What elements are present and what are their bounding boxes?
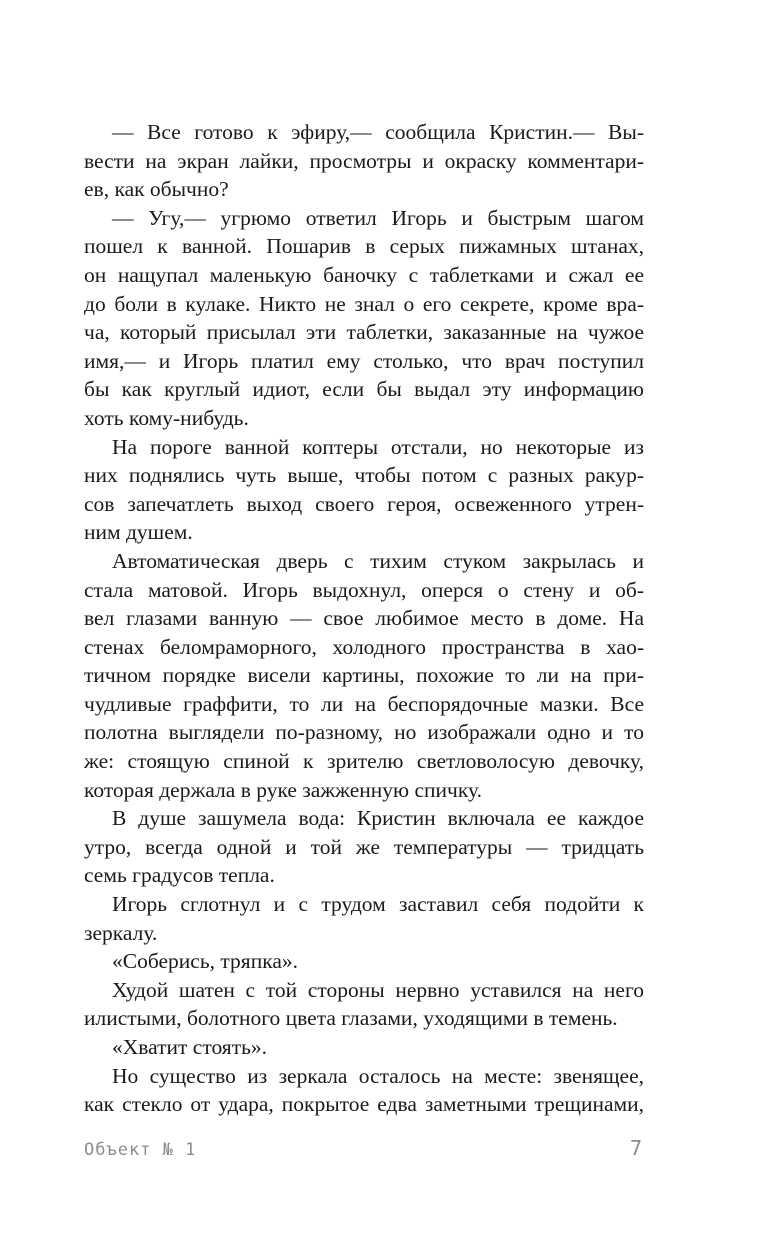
text-line: ним душем. — [84, 520, 193, 545]
text-line: них поднялись чуть выше, чтобы потом с разных ракур- — [84, 463, 644, 488]
text-line: В душе зашумела вода: Кристин включала ее каждое — [112, 806, 644, 831]
text-line: тичном порядке висели картины, похожие то ли на при- — [84, 663, 644, 688]
text-line: Но существо из зеркала осталось на месте: звенящее, — [112, 1063, 644, 1088]
body-text — [84, 118, 644, 1119]
text-line: бы как круглый идиот, если бы выдал эту информацию — [84, 377, 644, 402]
text-line: полотна выглядели по-разному, но изображали одно и то — [84, 720, 644, 745]
text-line: На пороге ванной коптеры отстали, но некоторые из — [112, 434, 644, 459]
page-number: 7 — [629, 1136, 642, 1160]
text-line: пошел к ванной. Пошарив в серых пижамных штанах, — [84, 234, 644, 259]
text-line: — Угу,— угрюмо ответил Игорь и быстрым шагом — [112, 205, 644, 230]
text-line: ев, как обычно? — [84, 177, 229, 202]
text-line: Игорь сглотнул и с трудом заставил себя подойти к — [112, 892, 644, 917]
text-line: илистыми, болотного цвета глазами, уходящими в темень. — [84, 1006, 618, 1031]
text-line: Автоматическая дверь с тихим стуком закрылась и — [112, 548, 644, 573]
text-line: ча, который присылал эти таблетки, заказанные на чужое — [84, 320, 644, 345]
text-line: стала матовой. Игорь выдохнул, оперся о стену и об- — [84, 577, 644, 602]
text-line: хоть кому-нибудь. — [84, 405, 249, 430]
text-line: имя,— и Игорь платил ему столько, что врач поступил — [84, 348, 644, 373]
text-line: стенах беломраморного, холодного пространства в хао- — [84, 634, 644, 659]
text-line: — Все готово к эфиру,— сообщила Кристин.— Вы- — [112, 120, 644, 144]
text-line: чудливые граффити, то ли на беспорядочные мазки. Все — [84, 691, 644, 716]
text-line: утро, всегда одной и той же температуры — тридцать — [84, 834, 644, 859]
text-line: вести на экран лайки, просмотры и окраску комментари- — [84, 148, 644, 173]
text-line: «Хватит стоять». — [112, 1035, 268, 1059]
text-line: семь градусов тепла. — [84, 863, 275, 888]
text-line: как стекло от удара, покрытое едва заметными трещинами, — [84, 1092, 644, 1117]
text-line: до боли в кулаке. Никто не знал о его секрете, кроме вра- — [84, 291, 644, 316]
text-line: которая держала в руке зажженную спичку. — [84, 777, 482, 802]
text-line: он нащупал маленькую баночку с таблетками и сжал ее — [84, 262, 644, 287]
text-line: «Соберись, тряпка». — [112, 949, 298, 974]
text-line: Худой шатен с той стороны нервно уставился на него — [112, 977, 644, 1002]
text-line: же: стоящую спиной к зрителю светловолосую девочку, — [84, 749, 644, 774]
text-line: вел глазами ванную — свое любимое место в доме. На — [84, 606, 644, 631]
text-line: зеркалу. — [84, 920, 158, 945]
text-line: сов запечатлеть выход своего героя, освеженного утрен- — [84, 491, 644, 516]
running-footer-title: Объект № 1 — [84, 1140, 197, 1160]
